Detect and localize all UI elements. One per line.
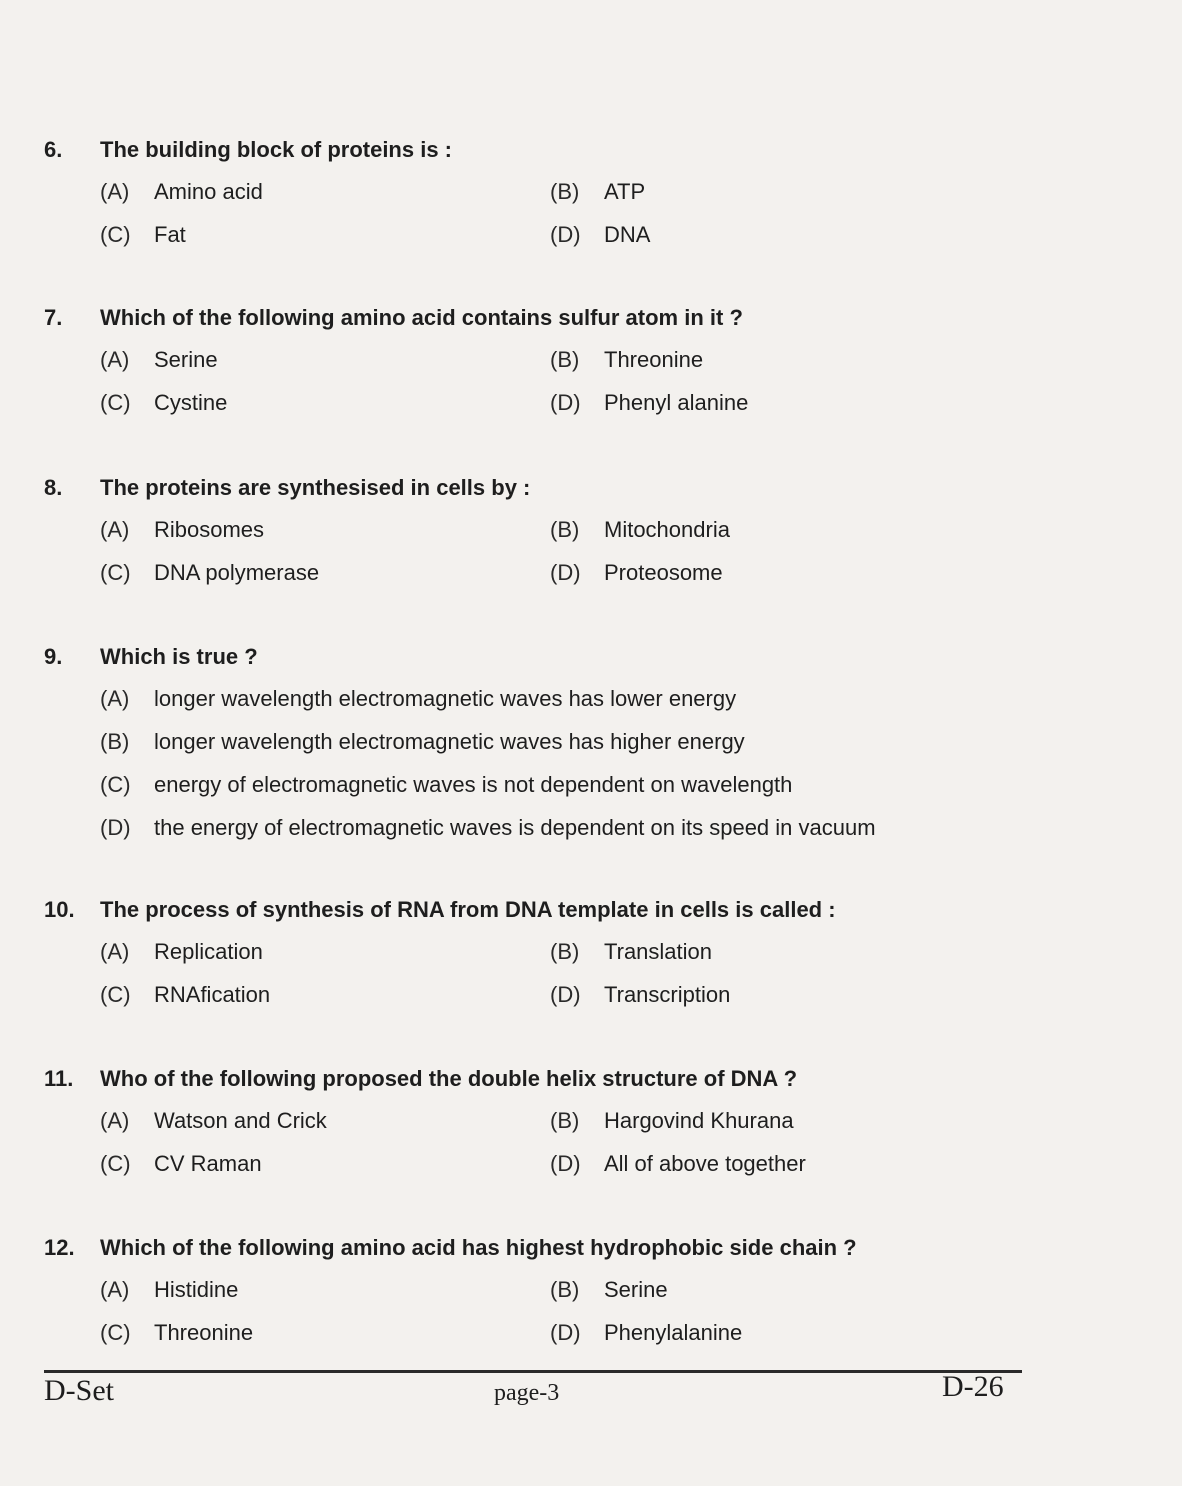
- option-b: [550, 935, 712, 969]
- option-letter: (C): [100, 222, 131, 247]
- footer-set-label: D-Set: [44, 1374, 114, 1407]
- option-a: [100, 513, 264, 547]
- option-b: [550, 175, 645, 209]
- option-a: [100, 682, 736, 716]
- question-number: 10.: [44, 897, 75, 922]
- option-letter: (D): [550, 390, 581, 415]
- question-12: [44, 1231, 1004, 1359]
- option-text: Replication: [154, 939, 263, 964]
- question-text: Who of the following proposed the double helix structure of DNA ?: [100, 1066, 798, 1091]
- option-text: DNA polymerase: [154, 560, 320, 585]
- option-text: Hargovind Khurana: [604, 1108, 794, 1133]
- question-text: Which of the following amino acid contains sulfur atom in it ?: [100, 305, 743, 330]
- question-7: [44, 301, 1004, 429]
- option-text: energy of electromagnetic waves is not dependent on wavelength: [154, 772, 793, 797]
- option-d: [550, 218, 650, 252]
- option-text: the energy of electromagnetic waves is dependent on its speed in vacuum: [154, 815, 876, 840]
- option-letter: (D): [550, 1151, 581, 1176]
- option-text: Serine: [154, 347, 218, 372]
- footer-page-number: page-3: [494, 1380, 560, 1406]
- question-number: 7.: [44, 305, 63, 330]
- option-text: Threonine: [604, 347, 704, 372]
- option-letter: (B): [550, 517, 580, 542]
- option-c: [100, 556, 319, 590]
- option-letter: (A): [100, 179, 130, 204]
- option-text: All of above together: [604, 1151, 806, 1176]
- option-letter: (C): [100, 1320, 131, 1345]
- option-a: [100, 343, 218, 377]
- question-number: 11.: [44, 1066, 74, 1091]
- option-letter: (A): [100, 347, 130, 372]
- question-number: 8.: [44, 475, 63, 500]
- question-text: The process of synthesis of RNA from DNA template in cells is called :: [100, 897, 836, 922]
- option-letter: (C): [100, 982, 131, 1007]
- option-b: [550, 513, 730, 547]
- question-text: The proteins are synthesised in cells by :: [100, 475, 531, 500]
- option-a: [100, 175, 263, 209]
- option-letter: (C): [100, 772, 131, 797]
- option-letter: (D): [550, 982, 581, 1007]
- option-letter: (D): [550, 1320, 581, 1345]
- option-text: Ribosomes: [154, 517, 265, 542]
- option-c: [100, 978, 270, 1012]
- option-d: [550, 386, 748, 420]
- option-text: longer wavelength electromagnetic waves has higher energy: [154, 729, 745, 754]
- option-d: [550, 978, 730, 1012]
- option-d: [550, 556, 723, 590]
- option-text: Mitochondria: [604, 517, 730, 542]
- option-c: [100, 386, 227, 420]
- question-text: Which of the following amino acid has highest hydrophobic side chain ?: [100, 1235, 857, 1260]
- option-c: [100, 1316, 253, 1350]
- question-number: 6.: [44, 137, 63, 162]
- option-b: [100, 725, 745, 759]
- option-text: Cystine: [154, 390, 228, 415]
- option-letter: (A): [100, 517, 130, 542]
- option-b: [550, 343, 703, 377]
- question-8: [44, 471, 1004, 599]
- option-letter: (B): [550, 1277, 580, 1302]
- option-a: [100, 935, 263, 969]
- footer-divider: [44, 1370, 1022, 1373]
- option-c: [100, 218, 186, 252]
- option-text: DNA: [604, 222, 651, 247]
- option-letter: (B): [550, 347, 580, 372]
- option-text: Threonine: [154, 1320, 254, 1345]
- option-letter: (C): [100, 1151, 131, 1176]
- question-6: [44, 133, 1004, 261]
- option-text: Phenyl alanine: [604, 390, 749, 415]
- option-letter: (B): [550, 1108, 580, 1133]
- option-text: Proteosome: [604, 560, 723, 585]
- option-text: ATP: [604, 179, 646, 204]
- option-c: [100, 1147, 262, 1181]
- option-letter: (D): [550, 222, 581, 247]
- question-10: [44, 893, 1004, 1021]
- option-letter: (A): [100, 1108, 130, 1133]
- option-letter: (D): [100, 815, 131, 840]
- option-letter: (D): [550, 560, 581, 585]
- question-text: The building block of proteins is :: [100, 137, 452, 162]
- option-text: Translation: [604, 939, 713, 964]
- option-d: [550, 1316, 742, 1350]
- option-letter: (B): [550, 179, 580, 204]
- option-text: RNAfication: [154, 982, 271, 1007]
- question-text: Which is true ?: [100, 644, 258, 669]
- option-c: [100, 768, 792, 802]
- question-number: 12.: [44, 1235, 75, 1260]
- option-letter: (C): [100, 390, 131, 415]
- option-text: longer wavelength electromagnetic waves has lower energy: [154, 686, 737, 711]
- option-d: [550, 1147, 806, 1181]
- option-text: Transcription: [604, 982, 731, 1007]
- option-letter: (A): [100, 939, 130, 964]
- option-text: Fat: [154, 222, 186, 247]
- option-text: Histidine: [154, 1277, 239, 1302]
- option-d: [100, 811, 876, 845]
- option-text: Phenylalanine: [604, 1320, 743, 1345]
- question-number: 9.: [44, 644, 63, 669]
- option-text: CV Raman: [154, 1151, 262, 1176]
- option-text: Amino acid: [154, 179, 263, 204]
- option-text: Watson and Crick: [154, 1108, 327, 1133]
- option-b: [550, 1273, 668, 1307]
- option-letter: (C): [100, 560, 131, 585]
- option-text: Serine: [604, 1277, 668, 1302]
- option-a: [100, 1104, 327, 1138]
- option-letter: (A): [100, 1277, 130, 1302]
- option-letter: (B): [550, 939, 580, 964]
- footer-page-code: D-26: [942, 1370, 1004, 1403]
- question-9: [44, 640, 1004, 854]
- option-letter: (A): [100, 686, 130, 711]
- option-a: [100, 1273, 238, 1307]
- option-letter: (B): [100, 729, 130, 754]
- option-b: [550, 1104, 794, 1138]
- question-11: [44, 1062, 1004, 1190]
